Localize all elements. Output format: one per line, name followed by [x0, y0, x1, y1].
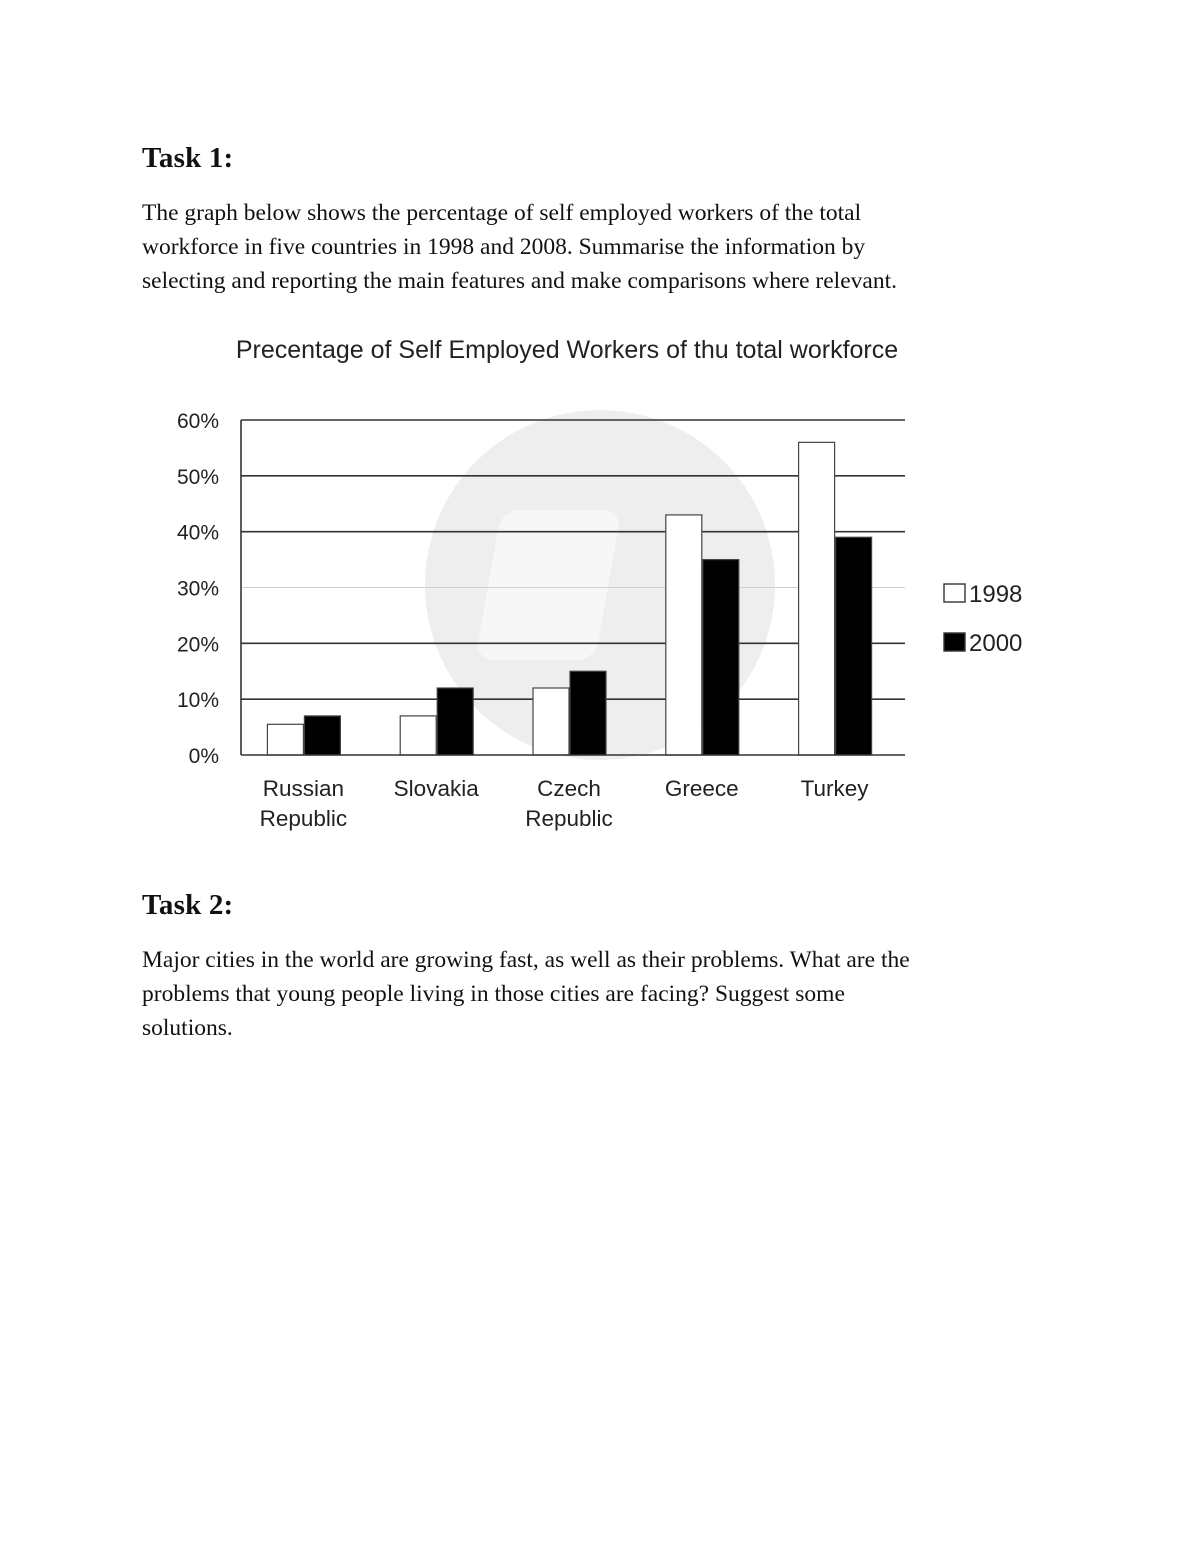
- x-tick-label: Slovakia: [393, 776, 479, 801]
- bar: [703, 560, 739, 755]
- bar: [799, 442, 835, 755]
- bar: [533, 688, 569, 755]
- task1-prompt: [142, 196, 1102, 298]
- y-tick-label: 30%: [176, 577, 219, 601]
- task2-prompt: [142, 943, 1102, 1045]
- x-tick-label: Republic: [525, 806, 613, 831]
- y-tick-label: 40%: [176, 521, 219, 545]
- y-tick-label: 50%: [176, 465, 219, 489]
- legend-swatch: [944, 584, 965, 602]
- task2-prompt-line: Major cities in the world are growing fast, as well as their problems. What are the: [142, 947, 910, 973]
- bar-chart: [0, 320, 1200, 860]
- bar: [437, 688, 473, 755]
- task1-prompt-line: workforce in five countries in 1998 and 2008. Summarise the information by: [142, 234, 866, 260]
- x-tick-label: Turkey: [800, 776, 869, 801]
- task2-prompt-line: problems that young people living in those cities are facing? Suggest some: [142, 981, 845, 1007]
- task2-prompt-line: solutions.: [142, 1015, 233, 1041]
- task1-prompt-line: The graph below shows the percentage of self employed workers of the total: [142, 200, 862, 226]
- bar: [836, 537, 872, 755]
- bar: [666, 515, 702, 755]
- legend-label: 1998: [969, 581, 1023, 608]
- chart-title: Precentage of Self Employed Workers of thu total workforce: [235, 336, 899, 364]
- x-tick-label: Czech: [537, 776, 601, 801]
- y-tick-label: 10%: [176, 689, 219, 713]
- task1-prompt-line: selecting and reporting the main features and make comparisons where relevant.: [142, 268, 897, 294]
- x-tick-label: Republic: [259, 806, 348, 831]
- legend: [944, 581, 1022, 657]
- y-tick-label: 20%: [176, 633, 219, 657]
- x-tick-label: Greece: [664, 776, 739, 801]
- bar: [400, 716, 436, 755]
- bar: [267, 724, 303, 755]
- bar: [570, 671, 606, 755]
- y-tick-label: 0%: [188, 745, 219, 768]
- x-tick-label: Russian: [262, 776, 345, 801]
- task2-heading: Task 2:: [142, 889, 234, 921]
- bar: [304, 716, 340, 755]
- legend-label: 2000: [969, 630, 1023, 657]
- legend-swatch: [944, 633, 965, 651]
- task1-heading: Task 1:: [142, 142, 234, 174]
- y-tick-label: 60%: [176, 410, 219, 433]
